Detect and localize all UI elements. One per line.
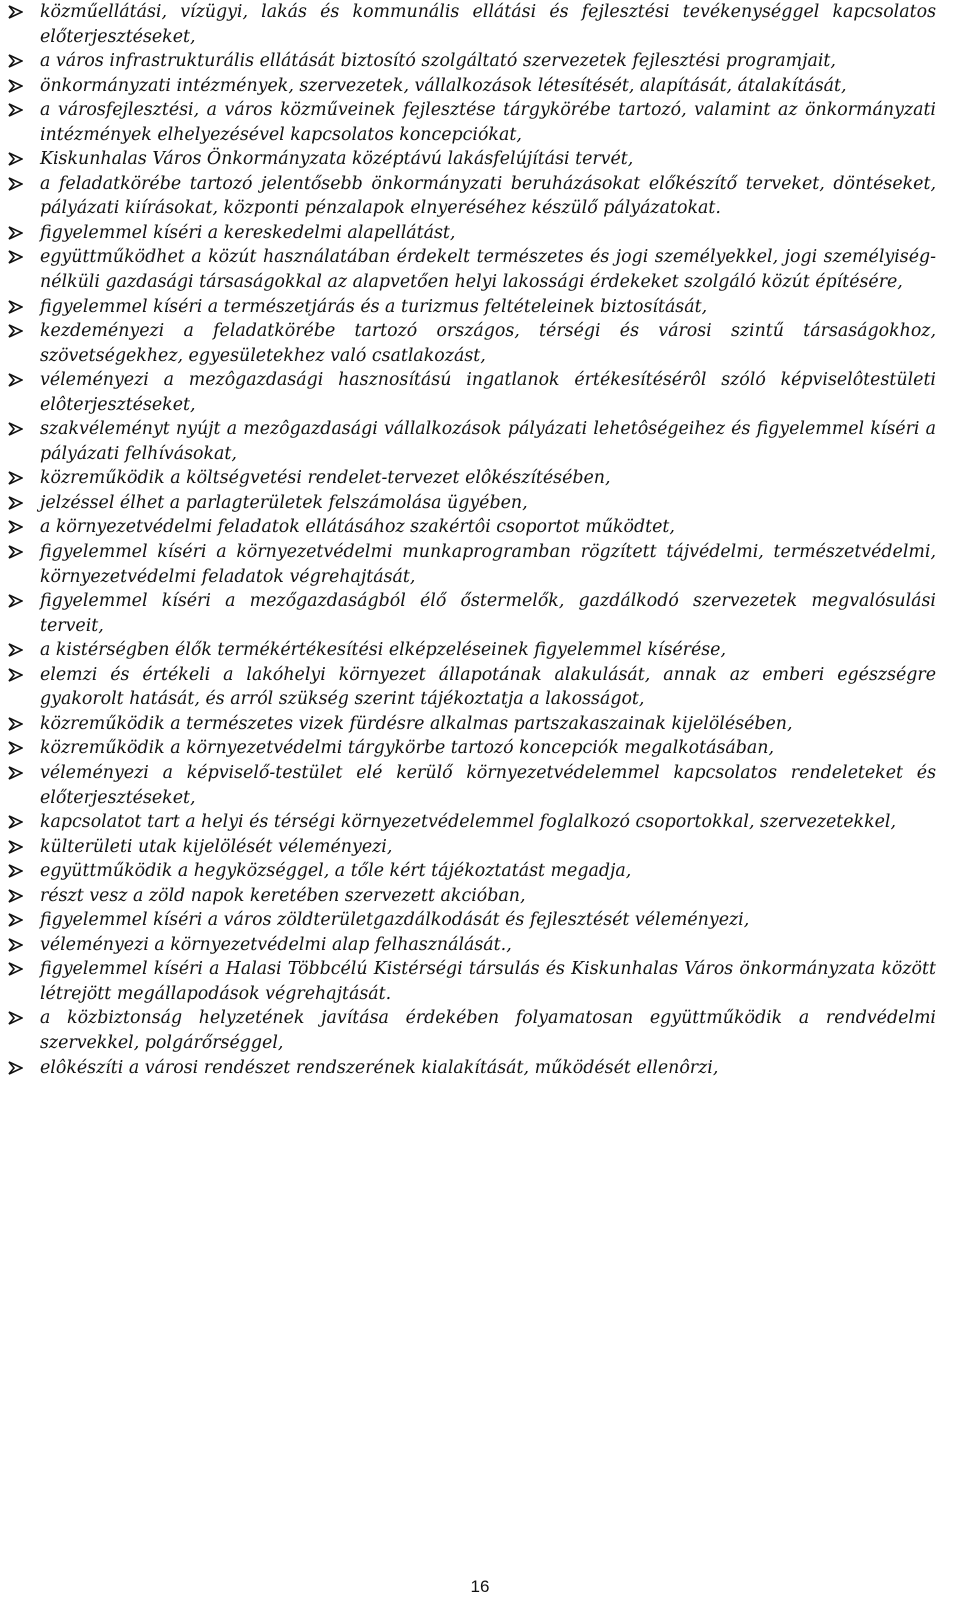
list-item-text: a környezetvédelmi feladatok ellátásához szakértôi csoportot működtet,	[40, 517, 675, 538]
list-item	[8, 98, 936, 147]
list-item-text: közreműködik a természetes vizek fürdésre alkalmas partszakaszainak kijelölésében,	[40, 713, 793, 734]
list-item-text: közreműködik a környezetvédelmi tárgykörbe tartozó koncepciók megalkotásában,	[40, 738, 775, 759]
arrowhead-bullet-icon	[8, 938, 24, 952]
arrowhead-bullet-icon	[8, 520, 24, 534]
list-item	[8, 835, 936, 860]
list-item-text: figyelemmel kíséri a mezőgazdaságból élő őstermelők, gazdálkodó szervezetek megvalósulási terveit,	[40, 591, 936, 636]
bullet-list	[8, 0, 936, 1080]
arrowhead-bullet-icon	[8, 815, 24, 829]
list-item-text: a kistérségben élők termékértékesítési elképzeléseinek figyelemmel kísérése,	[40, 640, 727, 661]
arrowhead-bullet-icon	[8, 496, 24, 510]
list-item-text: elemzi és értékeli a lakóhelyi környezet állapotának alakulását, annak az emberi egészségre gyakorolt hatását, és arról szükség szerint tájékoztatja a lakosságot,	[40, 664, 936, 710]
list-item	[8, 736, 936, 761]
list-item-text: önkormányzati intézmények, szervezetek, vállalkozások létesítését, alapítását, átalakítását,	[40, 75, 847, 96]
arrowhead-bullet-icon	[8, 913, 24, 927]
list-item	[8, 859, 936, 884]
list-item	[8, 245, 936, 294]
arrowhead-bullet-icon	[8, 766, 24, 780]
list-item-text: a közbiztonság helyzetének javítása érdekében folyamatosan együttműködik a rendvédelmi szervekkel, polgárőrséggel,	[40, 1008, 936, 1053]
list-item-text: elôkészíti a városi rendészet rendszerének kialakítását, működését ellenôrzi,	[40, 1057, 719, 1078]
list-item	[8, 712, 936, 737]
list-item-text: közreműködik a költségvetési rendelet-tervezet elôkészítésében,	[40, 468, 611, 489]
arrowhead-bullet-icon	[8, 300, 24, 314]
arrowhead-bullet-icon	[8, 643, 24, 657]
list-item	[8, 957, 936, 1006]
list-item-text: közműellátási, vízügyi, lakás és kommunális ellátási és fejlesztési tevékenységgel kapcsolatos előterjesztéseket,	[40, 2, 936, 47]
list-item-text: figyelemmel kíséri a természetjárás és a turizmus feltételeinek biztosítását,	[40, 296, 708, 317]
arrowhead-bullet-icon	[8, 889, 24, 903]
arrowhead-bullet-icon	[8, 250, 24, 264]
list-item-text: figyelemmel kíséri a kereskedelmi alapellátást,	[40, 222, 456, 243]
list-item-text: kezdeményezi a feladatkörébe tartozó országos, térségi és városi szintű társaságokhoz, szövetségekhez, egyesületekhez való csatlakozást,	[40, 321, 936, 366]
arrowhead-bullet-icon	[8, 79, 24, 93]
list-item	[8, 147, 936, 172]
arrowhead-bullet-icon	[8, 54, 24, 68]
list-item	[8, 761, 936, 810]
list-item	[8, 49, 936, 74]
arrowhead-bullet-icon	[8, 1011, 24, 1025]
list-item	[8, 1006, 936, 1055]
arrowhead-bullet-icon	[8, 741, 24, 755]
arrowhead-bullet-icon	[8, 594, 24, 608]
arrowhead-bullet-icon	[8, 177, 24, 191]
list-item	[8, 933, 936, 958]
arrowhead-bullet-icon	[8, 962, 24, 976]
arrowhead-bullet-icon	[8, 152, 24, 166]
page-number: 16	[470, 1577, 490, 1596]
list-item-text: a városfejlesztési, a város közműveinek fejlesztése tárgykörébe tartozó, valamint az önkormányzati intézmények elhelyezésével kapcsolatos koncepciókat,	[40, 100, 936, 145]
list-item-text: figyelemmel kíséri a város zöldterületgazdálkodását és fejlesztését véleményezi,	[40, 910, 750, 931]
list-item-text: szakvéleményt nyújt a mezôgazdasági vállalkozások pályázati lehetôségeihez és figyelemmel kíséri a pályázati felhívásokat,	[40, 419, 936, 464]
list-item	[8, 368, 936, 417]
list-item-text: jelzéssel élhet a parlagterületek felszámolása ügyében,	[40, 492, 528, 513]
arrowhead-bullet-icon	[8, 864, 24, 878]
arrowhead-bullet-icon	[8, 717, 24, 731]
list-item-text: együttműködik a hegyközséggel, a tőle kért tájékoztatást megadja,	[40, 861, 632, 882]
list-item-text: részt vesz a zöld napok keretében szervezett akcióban,	[40, 885, 526, 906]
list-item	[8, 319, 936, 368]
list-item-text: véleményezi a képviselő-testület elé kerülő környezetvédelemmel kapcsolatos rendeleteket és előterjesztéseket,	[40, 762, 936, 808]
arrowhead-bullet-icon	[8, 471, 24, 485]
list-item-text: a város infrastrukturális ellátását biztosító szolgáltató szervezetek fejlesztési programjait,	[40, 51, 836, 72]
list-item	[8, 491, 936, 516]
list-item	[8, 515, 936, 540]
list-item-text: a feladatkörébe tartozó jelentősebb önkormányzati beruházásokat előkészítő terveket, döntéseket, pályázati kiírásokat, központi pénzalapok elnyeréséhez készülő pályázatokat.	[40, 173, 936, 219]
list-item	[8, 589, 936, 638]
arrowhead-bullet-icon	[8, 103, 24, 117]
list-item	[8, 884, 936, 909]
list-item	[8, 417, 936, 466]
list-item	[8, 74, 936, 99]
list-item	[8, 663, 936, 712]
list-item	[8, 295, 936, 320]
list-item-text: véleményezi a mezôgazdasági hasznosítású ingatlanok értékesítésérôl szóló képviselôtestületi elôterjesztéseket,	[40, 370, 936, 415]
list-item-text: véleményezi a környezetvédelmi alap felhasználását.,	[40, 934, 512, 955]
list-item	[8, 1056, 936, 1081]
list-item	[8, 172, 936, 221]
arrowhead-bullet-icon	[8, 226, 24, 240]
arrowhead-bullet-icon	[8, 840, 24, 854]
list-item	[8, 908, 936, 933]
arrowhead-bullet-icon	[8, 668, 24, 682]
arrowhead-bullet-icon	[8, 324, 24, 338]
list-item-text: figyelemmel kíséri a Halasi Többcélú Kistérségi társulás és Kiskunhalas Város önkormányzata között létrejött megállapodások végrehajtását.	[40, 959, 936, 1004]
list-item	[8, 0, 936, 49]
arrowhead-bullet-icon	[8, 545, 24, 559]
list-item-text: együttműködhet a közút használatában érdekelt természetes és jogi személyekkel, jogi személyiség-nélküli gazdasági társaságokkal az alapvetően helyi lakossági érdekeket szolgáló közút építésére,	[40, 247, 936, 293]
list-item	[8, 638, 936, 663]
arrowhead-bullet-icon	[8, 373, 24, 387]
arrowhead-bullet-icon	[8, 422, 24, 436]
list-item	[8, 540, 936, 589]
list-item	[8, 810, 936, 835]
list-item	[8, 221, 936, 246]
list-item-text: Kiskunhalas Város Önkormányzata középtávú lakásfelújítási tervét,	[40, 149, 634, 170]
list-item	[8, 466, 936, 491]
list-item-text: figyelemmel kíséri a környezetvédelmi munkaprogramban rögzített tájvédelmi, természetvédelmi, környezetvédelmi feladatok végrehajtását,	[40, 542, 936, 587]
list-item-text: külterületi utak kijelölését véleményezi,	[40, 836, 393, 857]
arrowhead-bullet-icon	[8, 1061, 24, 1075]
arrowhead-bullet-icon	[8, 5, 24, 19]
list-item-text: kapcsolatot tart a helyi és térségi környezetvédelemmel foglalkozó csoportokkal, szervezetekkel,	[40, 812, 897, 833]
